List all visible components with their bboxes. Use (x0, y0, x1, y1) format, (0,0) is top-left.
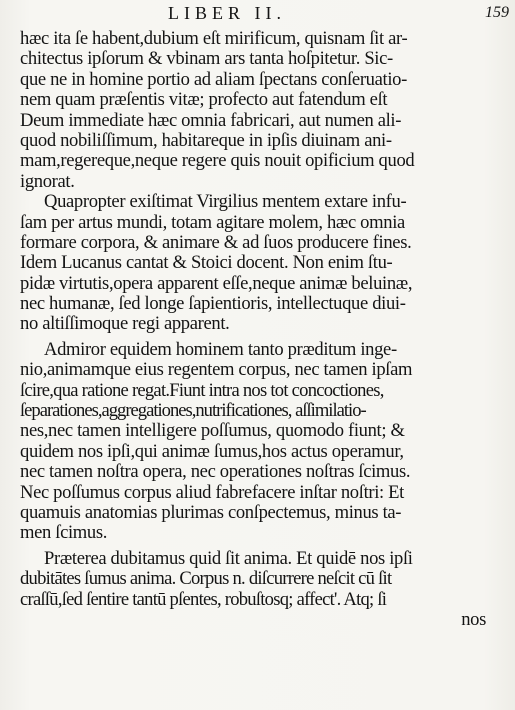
text-line: quamuis anatomias plurimas conſpectemus, minus ta- (20, 501, 402, 523)
text-line: nec tamen noſtra opera, nec operationes noſtras ſcimus. (20, 461, 411, 483)
text-line: hæc ita ſe habent,dubium eſt mirificum, quisnam ſit ar- (20, 28, 408, 49)
text-line: pidæ virtutis,opera apparent eſſe,neque animæ beluinæ, (20, 272, 413, 294)
paragraph-4 (20, 549, 492, 631)
paragraph-2 (20, 192, 492, 335)
text-line: ignorat. (20, 170, 75, 192)
text-line: Deum immediate hæc omnia fabricari, aut numen ali- (20, 109, 402, 131)
text-line: Præterea dubitamus quid ſit anima. Et quidē nos ipſi (44, 547, 413, 569)
text-line: men ſcimus. (20, 522, 108, 544)
text-line: Admiror equidem hominem tanto præditum inge- (44, 338, 397, 360)
text-line: ſeparationes,aggregationes,nutrificationes, aſſimilatio- (20, 400, 366, 422)
text-line: quidem nos ipſi,qui animæ ſumus,hos actus operamur, (20, 440, 404, 462)
text-line: quod nobiliſſimum, habitareque in ipſis diuinam ani- (20, 129, 392, 151)
running-head (0, 2, 515, 24)
catchword: nos (461, 608, 486, 630)
text-line: ſcire,qua ratione regat.Fiunt intra nos tot concoctiones, (20, 379, 384, 401)
text-line: que ne in homine portio ad aliam ſpectans conſeruatio- (20, 68, 407, 90)
text-block (20, 29, 492, 630)
text-line: nec humanæ, ſed longe ſapientioris, intellectuque diui- (20, 293, 406, 315)
paragraph-1 (20, 29, 492, 192)
text-line: Nec poſſumus corpus aliud fabrefacere inſtar noſtri: Et (20, 481, 404, 503)
running-title: LIBER II. (168, 3, 286, 23)
text-line: nes,nec tamen intelligere poſſumus, quomodo fiunt; & (20, 420, 405, 442)
text-line: nio,animamque eius regentem corpus, nec tamen ipſam (20, 359, 413, 381)
paragraph-3 (20, 340, 492, 544)
text-line: mam,regereque,neque regere quis nouit opificium quod (20, 150, 415, 172)
text-line: chitectus ipſorum & vbinam ars tanta hoſpitetur. Sic- (20, 48, 393, 70)
text-line: dubitātes ſumus anima. Corpus n. diſcurrere neſcit cū ſit (20, 568, 392, 590)
text-line: formare corpora, & animare & ad ſuos producere fines. (20, 231, 412, 253)
text-line: Quapropter exiſtimat Virgilius mentem extare infu- (44, 191, 407, 213)
text-line: nem quam præſentis vitæ; profecto aut fatendum eſt (20, 89, 388, 111)
page-number: 159 (485, 4, 509, 21)
text-line: craſſū,ſed ſentire tantū pſentes, robuſtosq; affect'. Atq; ſi (20, 588, 387, 610)
text-line: no altiſſimoque regi apparent. (20, 313, 230, 335)
text-line: Idem Lucanus cantat & Stoici docent. Non enim ſtu- (20, 252, 393, 274)
text-line: ſam per artus mundi, totam agitare molem, hæc omnia (20, 211, 405, 233)
